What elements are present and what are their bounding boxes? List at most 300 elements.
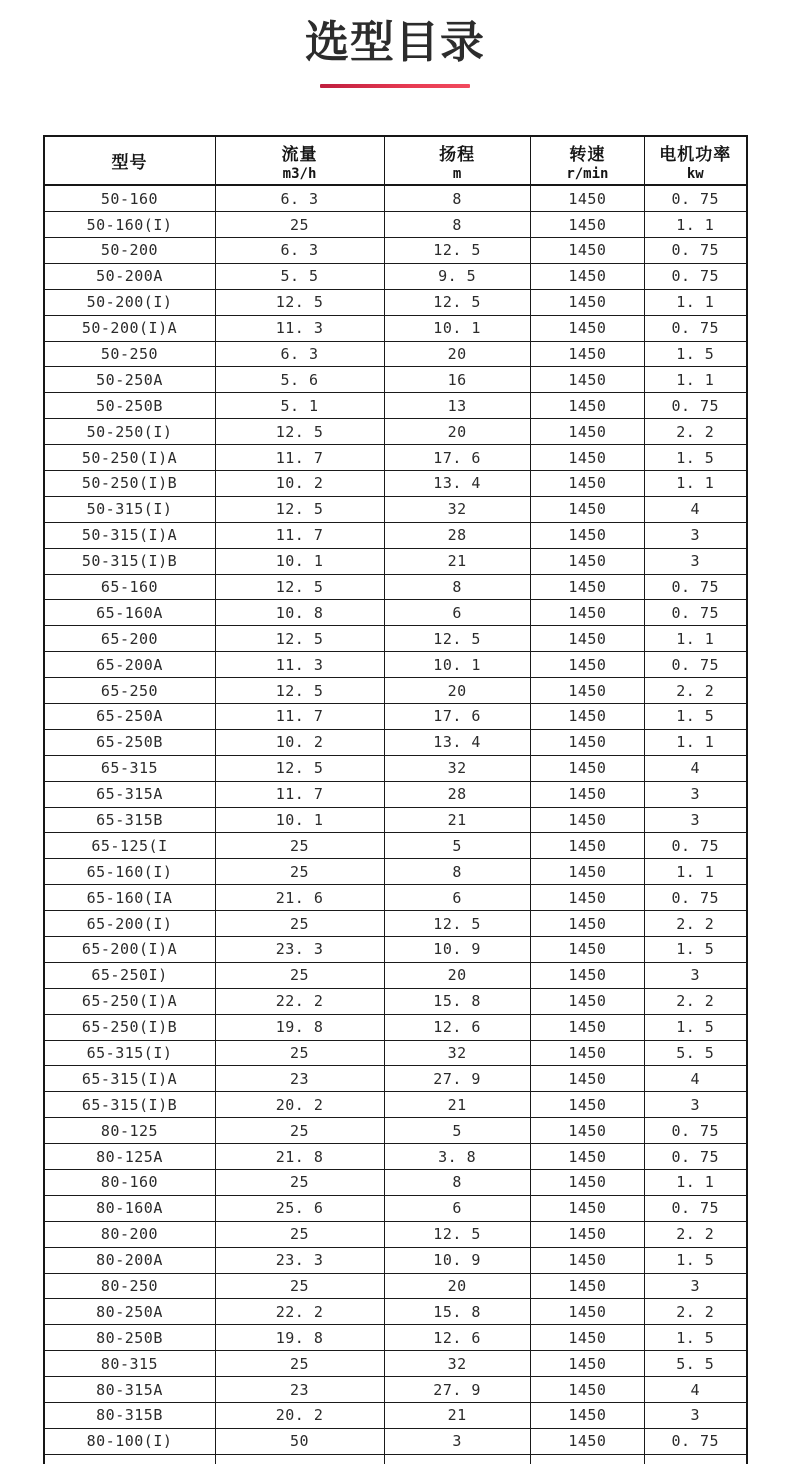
cell-flow: 12. 5	[216, 497, 385, 522]
table-row	[45, 963, 746, 989]
cell-model: 50-250A	[45, 367, 216, 392]
cell-head: 12. 6	[385, 1325, 531, 1350]
cell-speed: 1450	[531, 316, 645, 341]
cell-speed: 1450	[531, 1403, 645, 1428]
cell-speed: 1450	[531, 264, 645, 289]
table-row	[45, 859, 746, 885]
cell-head: 9. 5	[385, 264, 531, 289]
cell-power: 0. 75	[671, 1147, 720, 1166]
cell-power: 1. 1	[676, 862, 715, 881]
cell-head: 13. 4	[385, 471, 531, 496]
cell-flow: 10. 1	[216, 808, 385, 833]
table-row	[45, 445, 746, 471]
cell-speed: 1450	[531, 1144, 645, 1169]
cell-head: 12. 5	[385, 1222, 531, 1247]
cell-model: 80-160	[45, 1170, 216, 1195]
cell-head: 17. 6	[385, 704, 531, 729]
cell-flow: 25	[216, 212, 385, 237]
table-cutoff-row	[45, 1455, 746, 1464]
cell-head: 15. 8	[385, 1299, 531, 1324]
header-speed-label: 转速	[569, 144, 606, 164]
cell-model: 65-200A	[45, 652, 216, 677]
cell-model: 50-200(I)A	[45, 316, 216, 341]
cell-model: 50-200	[45, 238, 216, 263]
cell-speed: 1450	[531, 1377, 645, 1402]
table-header-row	[45, 137, 746, 186]
cell-speed: 1450	[531, 238, 645, 263]
cell-speed: 1450	[531, 1092, 645, 1117]
cell-model: 80-250	[45, 1274, 216, 1299]
cell-flow: 11. 7	[216, 782, 385, 807]
cell-head: 3	[385, 1429, 531, 1454]
cell-head: 8	[385, 186, 531, 211]
cell-head: 3. 8	[385, 1144, 531, 1169]
table-row	[45, 833, 746, 859]
cell-flow: 19. 8	[216, 1325, 385, 1350]
cell-model: 65-200(I)	[45, 911, 216, 936]
cell-power: 4	[690, 1380, 701, 1399]
table-row	[45, 1403, 746, 1429]
header-speed-unit: r/min	[566, 165, 609, 182]
header-flow-unit: m3/h	[282, 165, 317, 182]
cell-head: 32	[385, 1041, 531, 1066]
cell-model: 50-200(I)	[45, 290, 216, 315]
cell-flow: 5. 1	[216, 393, 385, 418]
table-row	[45, 1351, 746, 1377]
cell-power: 3	[690, 1277, 701, 1296]
cell-model: 50-250B	[45, 393, 216, 418]
cell-model: 50-315(I)	[45, 497, 216, 522]
cell-head: 27. 9	[385, 1377, 531, 1402]
cell-head: 13	[385, 393, 531, 418]
cell-power: 1. 5	[676, 1018, 715, 1037]
cell-power: 0. 75	[671, 577, 720, 596]
cell-power: 3	[690, 526, 701, 545]
cell-speed: 1450	[531, 937, 645, 962]
cell-power: 3	[690, 552, 701, 571]
cell-flow: 5. 6	[216, 367, 385, 392]
cell-head: 27. 9	[385, 1066, 531, 1091]
cell-speed: 1450	[531, 989, 645, 1014]
cell-head: 8	[385, 859, 531, 884]
cell-flow: 25	[216, 1274, 385, 1299]
cell-speed: 1450	[531, 1429, 645, 1454]
table-row	[45, 1299, 746, 1325]
cell-power: 4	[690, 759, 701, 778]
cell-head: 32	[385, 497, 531, 522]
table-row	[45, 497, 746, 523]
cell-model: 50-200A	[45, 264, 216, 289]
table-row	[45, 1066, 746, 1092]
table-row	[45, 393, 746, 419]
cell-speed: 1450	[531, 808, 645, 833]
header-head	[385, 137, 531, 184]
cell-model: 65-315B	[45, 808, 216, 833]
cell-flow: 23	[216, 1377, 385, 1402]
cell-power: 1. 1	[676, 370, 715, 389]
cell-speed: 1450	[531, 1299, 645, 1324]
cell-model: 65-200(I)A	[45, 937, 216, 962]
cell-flow: 20. 2	[216, 1403, 385, 1428]
cell-speed: 1450	[531, 600, 645, 625]
cell-model: 65-160(IA	[45, 885, 216, 910]
cell-head: 28	[385, 523, 531, 548]
cell-flow: 25	[216, 859, 385, 884]
cell-power: 1. 1	[676, 215, 715, 234]
header-flow-label: 流量	[281, 144, 318, 164]
table-row	[45, 911, 746, 937]
cell-model: 80-125A	[45, 1144, 216, 1169]
cell-model: 80-100(I)	[45, 1429, 216, 1454]
cell-flow: 25	[216, 833, 385, 858]
cell-speed: 1450	[531, 885, 645, 910]
cell-head: 6	[385, 885, 531, 910]
cell-speed: 1450	[531, 963, 645, 988]
cell-speed: 1450	[531, 342, 645, 367]
cell-speed: 1450	[531, 1325, 645, 1350]
table-row	[45, 1429, 746, 1455]
cell-speed: 1450	[531, 1015, 645, 1040]
header-model	[45, 137, 216, 184]
cell-model: 80-250B	[45, 1325, 216, 1350]
cell-flow: 22. 2	[216, 989, 385, 1014]
cell-flow: 23. 3	[216, 937, 385, 962]
cell-power: 2. 2	[676, 992, 715, 1011]
table-row	[45, 471, 746, 497]
table-row	[45, 1196, 746, 1222]
cell-head: 12. 6	[385, 1015, 531, 1040]
cell-power: 0. 75	[671, 1432, 720, 1451]
cell-model: 65-160A	[45, 600, 216, 625]
cell-model: 50-250(I)A	[45, 445, 216, 470]
table-row	[45, 1041, 746, 1067]
table-row	[45, 264, 746, 290]
cell-model: 50-160(I)	[45, 212, 216, 237]
cell-power: 0. 75	[671, 267, 720, 286]
cell-speed: 1450	[531, 549, 645, 574]
cell-speed: 1450	[531, 1274, 645, 1299]
cell-power: 1. 1	[676, 293, 715, 312]
cell-head: 6	[385, 1196, 531, 1221]
cell-model: 65-250I)	[45, 963, 216, 988]
cell-power: 0. 75	[671, 241, 720, 260]
cell-speed: 1450	[531, 833, 645, 858]
cell-head: 20	[385, 963, 531, 988]
table-row	[45, 212, 746, 238]
cell-speed: 1450	[531, 471, 645, 496]
cell-speed: 1450	[531, 1222, 645, 1247]
table-row	[45, 808, 746, 834]
cell-head: 16	[385, 367, 531, 392]
cell-head: 12. 5	[385, 626, 531, 651]
header-power	[645, 137, 745, 184]
table-row	[45, 316, 746, 342]
cell-speed: 1450	[531, 1118, 645, 1143]
table-row	[45, 756, 746, 782]
cell-speed: 1450	[531, 367, 645, 392]
catalog-page	[0, 14, 790, 1477]
cell-power: 2. 2	[676, 1225, 715, 1244]
cell-power: 5. 5	[676, 1354, 715, 1373]
cell-head: 10. 9	[385, 937, 531, 962]
cell-head: 8	[385, 575, 531, 600]
cell-head: 21	[385, 1092, 531, 1117]
cell-power: 4	[690, 500, 701, 519]
table-row	[45, 730, 746, 756]
cell-speed: 1450	[531, 1248, 645, 1273]
cell-head: 21	[385, 1403, 531, 1428]
cell-power: 1. 1	[676, 1173, 715, 1192]
cell-power: 1. 1	[676, 733, 715, 752]
cell-flow: 19. 8	[216, 1015, 385, 1040]
table-row	[45, 652, 746, 678]
cell-head: 5	[385, 1118, 531, 1143]
cell-power: 3	[690, 966, 701, 985]
table-row	[45, 989, 746, 1015]
table-row	[45, 1274, 746, 1300]
cell-speed: 1450	[531, 1351, 645, 1376]
cell-model: 65-160(I)	[45, 859, 216, 884]
table-row	[45, 1170, 746, 1196]
cell-speed: 1450	[531, 1196, 645, 1221]
cell-speed: 1450	[531, 911, 645, 936]
table-row	[45, 600, 746, 626]
table-row	[45, 1092, 746, 1118]
cell-speed: 1450	[531, 678, 645, 703]
table-row	[45, 1144, 746, 1170]
cell-power: 1. 1	[676, 629, 715, 648]
cell-head: 10. 9	[385, 1248, 531, 1273]
header-flow	[216, 137, 385, 184]
cell-flow: 23. 3	[216, 1248, 385, 1273]
header-speed	[531, 137, 645, 184]
header-head-label: 扬程	[439, 144, 476, 164]
cell-head: 32	[385, 1351, 531, 1376]
cell-speed: 1450	[531, 290, 645, 315]
cell-model: 65-315(I)B	[45, 1092, 216, 1117]
cell-flow: 11. 7	[216, 523, 385, 548]
cell-model: 65-315A	[45, 782, 216, 807]
cell-model: 50-250(I)	[45, 419, 216, 444]
cell-head: 5	[385, 833, 531, 858]
cell-flow: 10. 8	[216, 600, 385, 625]
cell-speed: 1450	[531, 497, 645, 522]
cell-power: 0. 75	[671, 396, 720, 415]
cell-power: 3	[690, 1095, 701, 1114]
cell-power: 0. 75	[671, 888, 720, 907]
table-row	[45, 575, 746, 601]
title-underline	[320, 84, 470, 88]
cell-flow: 11. 3	[216, 316, 385, 341]
cell-power: 4	[690, 1069, 701, 1088]
cell-model: 50-160	[45, 186, 216, 211]
cell-head: 12. 5	[385, 238, 531, 263]
table-body	[45, 186, 746, 1455]
cell-power: 1. 5	[676, 448, 715, 467]
cell-speed: 1450	[531, 1170, 645, 1195]
cell-speed: 1450	[531, 445, 645, 470]
cell-flow: 11. 7	[216, 704, 385, 729]
table-row	[45, 1222, 746, 1248]
table-row	[45, 1015, 746, 1041]
cell-model: 65-250A	[45, 704, 216, 729]
cell-power: 1. 5	[676, 1251, 715, 1270]
cell-flow: 21. 8	[216, 1144, 385, 1169]
cell-head: 28	[385, 782, 531, 807]
cell-speed: 1450	[531, 393, 645, 418]
cell-model: 80-315	[45, 1351, 216, 1376]
cell-speed: 1450	[531, 704, 645, 729]
cell-power: 1. 5	[676, 940, 715, 959]
cell-speed: 1450	[531, 859, 645, 884]
cell-flow: 6. 3	[216, 238, 385, 263]
cell-flow: 12. 5	[216, 756, 385, 781]
cell-model: 50-315(I)A	[45, 523, 216, 548]
cell-model: 65-250(I)B	[45, 1015, 216, 1040]
cell-head: 32	[385, 756, 531, 781]
page-title: 选型目录	[305, 18, 485, 67]
table-row	[45, 186, 746, 212]
cell-speed: 1450	[531, 1041, 645, 1066]
cell-model: 65-250(I)A	[45, 989, 216, 1014]
cell-power: 1. 5	[676, 1328, 715, 1347]
table-row	[45, 1248, 746, 1274]
cell-flow: 6. 3	[216, 342, 385, 367]
table-row	[45, 885, 746, 911]
cell-head: 6	[385, 600, 531, 625]
cell-power: 2. 2	[676, 681, 715, 700]
cell-power: 0. 75	[671, 1121, 720, 1140]
cell-power: 1. 5	[676, 344, 715, 363]
cell-model: 80-250A	[45, 1299, 216, 1324]
cell-flow: 22. 2	[216, 1299, 385, 1324]
cell-model: 80-125	[45, 1118, 216, 1143]
cell-speed: 1450	[531, 626, 645, 651]
cell-model: 80-315B	[45, 1403, 216, 1428]
cell-model: 50-315(I)B	[45, 549, 216, 574]
cell-head: 20	[385, 1274, 531, 1299]
cell-model: 80-200	[45, 1222, 216, 1247]
cell-head: 10. 1	[385, 652, 531, 677]
cell-model: 65-315(I)	[45, 1041, 216, 1066]
cell-power: 3	[690, 785, 701, 804]
cell-model: 65-250B	[45, 730, 216, 755]
cell-power: 0. 75	[671, 319, 720, 338]
cell-power: 3	[690, 811, 701, 829]
cell-flow: 25. 6	[216, 1196, 385, 1221]
selection-table	[43, 135, 748, 1464]
table-row	[45, 626, 746, 652]
cell-power: 2. 2	[676, 1302, 715, 1321]
cell-power: 3	[690, 1406, 701, 1425]
cell-power: 0. 75	[671, 603, 720, 622]
header-power-label: 电机功率	[659, 144, 732, 164]
table-row	[45, 549, 746, 575]
cell-flow: 12. 5	[216, 419, 385, 444]
cell-model: 50-250	[45, 342, 216, 367]
cell-flow: 50	[216, 1429, 385, 1454]
cell-flow: 25	[216, 963, 385, 988]
cell-head: 13. 4	[385, 730, 531, 755]
table-row	[45, 290, 746, 316]
cell-flow: 23	[216, 1066, 385, 1091]
cell-head: 20	[385, 419, 531, 444]
cell-speed: 1450	[531, 782, 645, 807]
cell-speed: 1450	[531, 730, 645, 755]
cell-flow: 10. 2	[216, 471, 385, 496]
table-row	[45, 1377, 746, 1403]
table-row	[45, 1118, 746, 1144]
cell-speed: 1450	[531, 212, 645, 237]
cell-flow: 12. 5	[216, 575, 385, 600]
cell-speed: 1450	[531, 1066, 645, 1091]
table-row	[45, 1325, 746, 1351]
cell-flow: 25	[216, 1351, 385, 1376]
cell-speed: 1450	[531, 756, 645, 781]
cell-head: 12. 5	[385, 290, 531, 315]
cell-speed: 1450	[531, 419, 645, 444]
header-head-unit: m	[452, 165, 462, 182]
cell-head: 20	[385, 342, 531, 367]
cell-power: 2. 2	[676, 422, 715, 441]
cell-power: 0. 75	[671, 1199, 720, 1218]
table-row	[45, 782, 746, 808]
cell-power: 0. 75	[671, 189, 720, 208]
cell-flow: 25	[216, 1170, 385, 1195]
header-model-label: 型号	[111, 153, 148, 173]
cell-head: 21	[385, 808, 531, 833]
cell-model: 65-315	[45, 756, 216, 781]
cell-flow: 12. 5	[216, 290, 385, 315]
cell-flow: 10. 2	[216, 730, 385, 755]
cell-head: 17. 6	[385, 445, 531, 470]
header-power-unit: kw	[686, 165, 704, 182]
cell-flow: 25	[216, 1118, 385, 1143]
cell-power: 5. 5	[676, 1044, 715, 1063]
cell-flow: 25	[216, 1222, 385, 1247]
cell-head: 8	[385, 1170, 531, 1195]
cell-speed: 1450	[531, 186, 645, 211]
cell-flow: 11. 3	[216, 652, 385, 677]
cell-power: 0. 75	[671, 655, 720, 674]
cell-flow: 10. 1	[216, 549, 385, 574]
cell-model: 80-200A	[45, 1248, 216, 1273]
cell-speed: 1450	[531, 652, 645, 677]
cell-model: 65-160	[45, 575, 216, 600]
cell-flow: 12. 5	[216, 626, 385, 651]
cell-power: 2. 2	[676, 914, 715, 933]
table-row	[45, 367, 746, 393]
cell-model: 65-200	[45, 626, 216, 651]
cell-head: 12. 5	[385, 911, 531, 936]
table-row	[45, 937, 746, 963]
cell-flow: 11. 7	[216, 445, 385, 470]
cell-power: 1. 5	[676, 707, 715, 726]
cell-model: 65-250	[45, 678, 216, 703]
cell-head: 21	[385, 549, 531, 574]
cell-flow: 20. 2	[216, 1092, 385, 1117]
cell-head: 20	[385, 678, 531, 703]
table-row	[45, 704, 746, 730]
cell-model: 65-315(I)A	[45, 1066, 216, 1091]
cell-head: 8	[385, 212, 531, 237]
cell-speed: 1450	[531, 523, 645, 548]
cell-head: 15. 8	[385, 989, 531, 1014]
cell-model: 50-250(I)B	[45, 471, 216, 496]
table-row	[45, 419, 746, 445]
cell-flow: 12. 5	[216, 678, 385, 703]
cell-flow: 25	[216, 1041, 385, 1066]
